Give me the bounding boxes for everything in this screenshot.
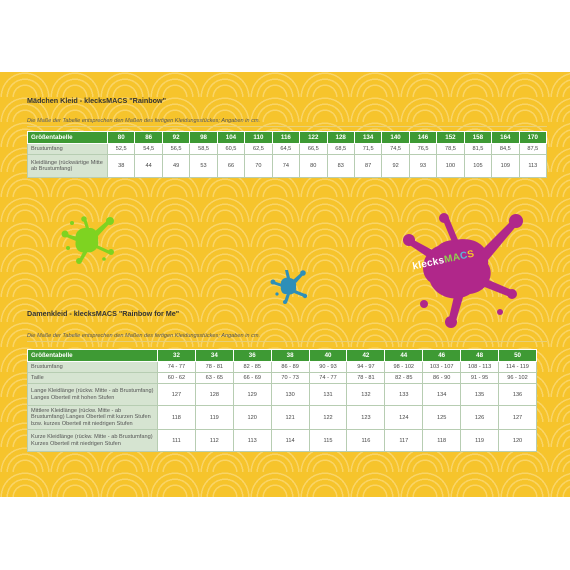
kids-table-cell: 87,5 (519, 144, 546, 155)
kids-table-row (28, 155, 547, 178)
kids-table-cell: 49 (162, 155, 189, 178)
women-table-cell: 117 (385, 430, 423, 452)
women-table-cell: 127 (158, 384, 196, 406)
logo-text-part4: S (466, 248, 476, 261)
women-table-header-label: Größentabelle (28, 350, 158, 362)
women-table-row (28, 362, 537, 373)
kids-table-cell: 44 (135, 155, 162, 178)
kids-table-cell: 81,5 (464, 144, 491, 155)
women-size-header: 50 (499, 350, 537, 362)
green-paint-splat-decoration (58, 215, 118, 265)
women-table-cell: 130 (271, 384, 309, 406)
kids-table-cell: 53 (190, 155, 217, 178)
women-table-cell: 128 (195, 384, 233, 406)
kids-table-header-row (28, 132, 547, 144)
kids-table-cell: 100 (437, 155, 464, 178)
women-table-cell: 124 (385, 406, 423, 430)
size-chart-page (0, 72, 570, 497)
women-table-cell: 91 - 95 (461, 373, 499, 384)
kids-table-cell: 74,5 (382, 144, 409, 155)
women-size-header: 42 (347, 350, 385, 362)
women-table-cell: 63 - 65 (195, 373, 233, 384)
kids-table-row (28, 144, 547, 155)
kids-table-cell: 78,5 (437, 144, 464, 155)
kids-table-cell: 84,5 (492, 144, 519, 155)
women-size-header: 46 (423, 350, 461, 362)
women-table-row (28, 384, 537, 406)
women-size-header: 44 (385, 350, 423, 362)
women-table-row (28, 373, 537, 384)
kids-size-header: 104 (217, 132, 244, 144)
women-size-header: 34 (195, 350, 233, 362)
logo-text-part3: C (459, 250, 469, 263)
women-table-cell: 112 (195, 430, 233, 452)
women-table-cell: 115 (309, 430, 347, 452)
women-row-label: Kurze Kleidlänge (rückw. Mitte - ab Brustumfang) Kurzes Oberteil mit niedrigen Stufen (28, 430, 158, 452)
kids-table-cell: 105 (464, 155, 491, 178)
women-table-cell: 114 - 119 (499, 362, 537, 373)
kids-table-cell: 66,5 (300, 144, 327, 155)
kids-table-cell: 74 (272, 155, 299, 178)
women-table-cell: 129 (233, 384, 271, 406)
blue-paint-splat-decoration (268, 268, 310, 304)
kids-size-header: 122 (300, 132, 327, 144)
kids-size-header: 140 (382, 132, 409, 144)
women-table-cell: 113 (233, 430, 271, 452)
kids-size-table (27, 131, 547, 178)
kids-size-header: 80 (108, 132, 135, 144)
women-size-header: 36 (233, 350, 271, 362)
women-table-cell: 122 (309, 406, 347, 430)
kids-note-divider (27, 126, 547, 127)
women-section-title: Damenkleid - klecksMACS "Rainbow for Me" (27, 309, 180, 318)
kids-table-cell: 38 (108, 155, 135, 178)
women-table-row (28, 430, 537, 452)
kids-table-cell: 109 (492, 155, 519, 178)
women-table-cell: 108 - 113 (461, 362, 499, 373)
women-row-label: Mittlere Kleidlänge (rückw. Mitte - ab Brustumfang) Langes Oberteil mit kurzen Stufen bzw. kurzes Oberteil mit niedrigen Stufen (28, 406, 158, 430)
women-size-table (27, 349, 537, 452)
kids-table-cell: 70 (245, 155, 272, 178)
women-table-cell: 96 - 102 (499, 373, 537, 384)
kids-table-cell: 87 (354, 155, 381, 178)
kids-table-note: Die Maße der Tabelle entsprechen den Maßen des fertigen Kleidungsstückes; Angaben in cm. (27, 118, 261, 124)
women-table-cell: 82 - 85 (385, 373, 423, 384)
women-table-cell: 132 (347, 384, 385, 406)
women-table-cell: 94 - 97 (347, 362, 385, 373)
kids-row-label: Kleidlänge (rückwärtige Mitte ab Brustumfang) (28, 155, 108, 178)
kids-row-label: Brustumfang (28, 144, 108, 155)
logo-text-part2: MA (443, 251, 462, 266)
women-table-cell: 118 (423, 430, 461, 452)
women-table-cell: 118 (158, 406, 196, 430)
women-table-cell: 135 (461, 384, 499, 406)
kids-size-header: 164 (492, 132, 519, 144)
women-table-row (28, 406, 537, 430)
women-row-label: Lange Kleidlänge (rückw. Mitte - ab Brustumfang) Langes Oberteil mit hohen Stufen (28, 384, 158, 406)
kids-table-cell: 76,5 (409, 144, 436, 155)
women-table-cell: 131 (309, 384, 347, 406)
women-table-cell: 120 (233, 406, 271, 430)
kids-table-cell: 54,5 (135, 144, 162, 155)
klecksmacs-logo-splat (400, 212, 535, 332)
women-table-note: Die Maße der Tabelle entsprechen den Maßen des fertigen Kleidungsstückes; Angaben in cm. (27, 333, 261, 339)
kids-table-cell: 60,5 (217, 144, 244, 155)
kids-size-header: 134 (354, 132, 381, 144)
women-table-cell: 86 - 90 (423, 373, 461, 384)
kids-size-header: 152 (437, 132, 464, 144)
women-table-cell: 103 - 107 (423, 362, 461, 373)
kids-table-cell: 56,5 (162, 144, 189, 155)
women-table-header-row (28, 350, 537, 362)
kids-table-cell: 52,5 (108, 144, 135, 155)
women-table-cell: 70 - 73 (271, 373, 309, 384)
kids-table-cell: 71,5 (354, 144, 381, 155)
kids-size-header: 170 (519, 132, 546, 144)
women-size-header: 48 (461, 350, 499, 362)
women-row-label: Brustumfang (28, 362, 158, 373)
women-table-cell: 120 (499, 430, 537, 452)
kids-table-cell: 64,5 (272, 144, 299, 155)
women-size-header: 40 (309, 350, 347, 362)
kids-size-header: 128 (327, 132, 354, 144)
kids-table-cell: 62,5 (245, 144, 272, 155)
kids-table-cell: 92 (382, 155, 409, 178)
kids-size-header: 92 (162, 132, 189, 144)
kids-table-cell: 113 (519, 155, 546, 178)
women-table-cell: 127 (499, 406, 537, 430)
kids-table-cell: 58,5 (190, 144, 217, 155)
kids-table-cell: 93 (409, 155, 436, 178)
kids-section-title: Mädchen Kleid - klecksMACS "Rainbow" (27, 96, 167, 105)
women-table-cell: 114 (271, 430, 309, 452)
women-note-divider (27, 341, 547, 342)
women-table-cell: 119 (461, 430, 499, 452)
women-table-cell: 136 (499, 384, 537, 406)
women-table-cell: 98 - 102 (385, 362, 423, 373)
women-table-cell: 134 (423, 384, 461, 406)
kids-table-cell: 80 (300, 155, 327, 178)
women-table-cell: 133 (385, 384, 423, 406)
women-table-cell: 78 - 81 (195, 362, 233, 373)
women-table-cell: 66 - 69 (233, 373, 271, 384)
kids-table-header-label: Größentabelle (28, 132, 108, 144)
women-size-header: 32 (158, 350, 196, 362)
women-table-cell: 111 (158, 430, 196, 452)
women-table-cell: 119 (195, 406, 233, 430)
logo-text-part1: klecks (411, 254, 446, 273)
kids-size-header: 116 (272, 132, 299, 144)
women-table-cell: 123 (347, 406, 385, 430)
women-table-cell: 82 - 85 (233, 362, 271, 373)
kids-size-header: 110 (245, 132, 272, 144)
kids-size-header: 86 (135, 132, 162, 144)
kids-size-header: 158 (464, 132, 491, 144)
women-table-cell: 78 - 81 (347, 373, 385, 384)
women-table-cell: 74 - 77 (158, 362, 196, 373)
kids-size-header: 146 (409, 132, 436, 144)
women-size-header: 38 (271, 350, 309, 362)
women-table-cell: 126 (461, 406, 499, 430)
women-table-cell: 90 - 93 (309, 362, 347, 373)
kids-table-cell: 83 (327, 155, 354, 178)
women-table-cell: 86 - 89 (271, 362, 309, 373)
kids-size-header: 98 (190, 132, 217, 144)
kids-table-cell: 68,5 (327, 144, 354, 155)
women-table-cell: 74 - 77 (309, 373, 347, 384)
women-table-cell: 125 (423, 406, 461, 430)
women-row-label: Taille (28, 373, 158, 384)
women-table-cell: 116 (347, 430, 385, 452)
women-table-cell: 60 - 62 (158, 373, 196, 384)
kids-table-cell: 66 (217, 155, 244, 178)
women-table-cell: 121 (271, 406, 309, 430)
